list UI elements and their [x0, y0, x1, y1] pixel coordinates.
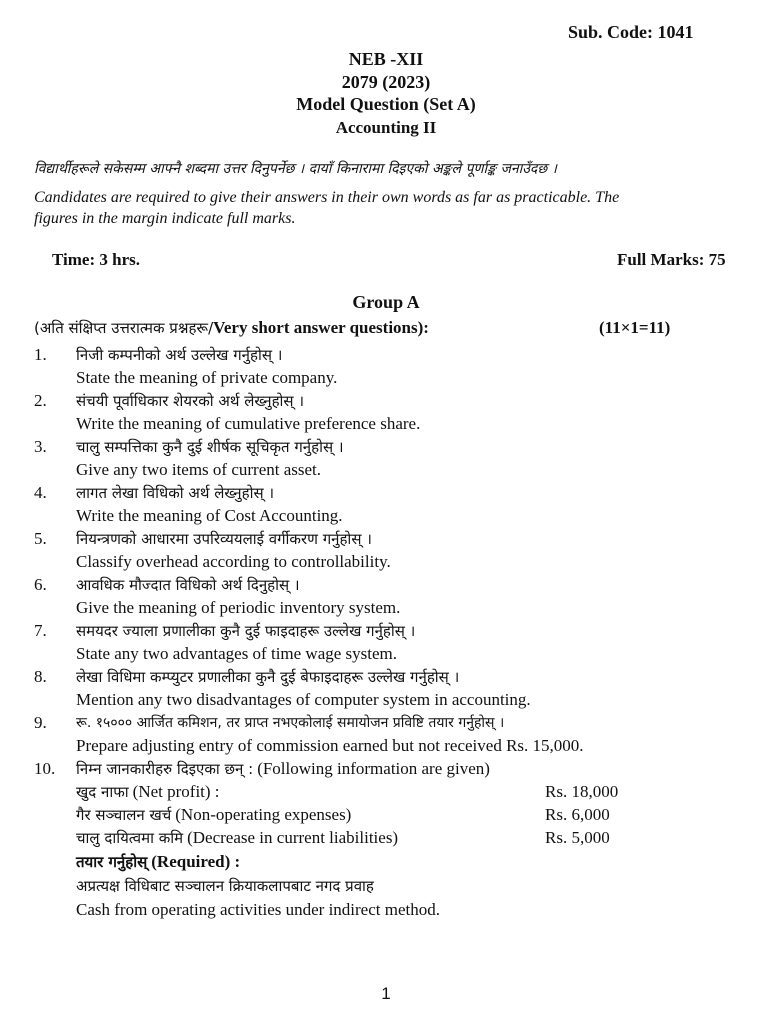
- group-heading-nepali: (अति संक्षिप्त उत्तरात्मक प्रश्नहरू/: [34, 319, 214, 337]
- group-title: Group A: [352, 292, 420, 312]
- question-english: Prepare adjusting entry of commission earned but not received Rs. 15,000.: [76, 736, 584, 755]
- question-number: 1.: [34, 345, 47, 364]
- question-english: Write the meaning of Cost Accounting.: [76, 506, 343, 525]
- instruction-english-2: figures in the margin indicate full marks.: [34, 210, 296, 227]
- question-number: 9.: [34, 713, 47, 732]
- question-number: 6.: [34, 575, 47, 594]
- full-marks: Full Marks: 75: [617, 250, 726, 269]
- q10-item: [76, 782, 220, 802]
- question-nepali: निजी कम्पनीको अर्थ उल्लेख गर्नुहोस् ।: [76, 346, 283, 364]
- q10-item-nepali: खुद नाफा: [76, 783, 129, 801]
- q10-item-nepali: गैर सञ्चालन खर्च: [76, 806, 172, 824]
- question-english: Mention any two disadvantages of computer system in accounting.: [76, 690, 531, 709]
- q10-item-english: (Net profit) :: [132, 782, 220, 801]
- q10-task-english: Cash from operating activities under indirect method.: [76, 900, 440, 919]
- question-english: State any two advantages of time wage system.: [76, 644, 398, 663]
- question-number: 5.: [34, 529, 47, 548]
- group-marks: (11×1=11): [599, 318, 671, 337]
- question-number: 8.: [34, 667, 47, 686]
- instruction-nepali: विद्यार्थीहरूले सकेसम्म आफ्नै शब्दमा उत्तर दिनुपर्नेछ । दायाँ किनारामा दिइएको अङ्कले पूर्णाङ्क जनाउँदछ ।: [34, 161, 557, 177]
- question-nepali: नियन्त्रणको आधारमा उपरिव्ययलाई वर्गीकरण गर्नुहोस् ।: [76, 530, 372, 548]
- question-number: 10.: [34, 759, 56, 778]
- question-number: 3.: [34, 437, 47, 456]
- exam-time: Time: 3 hrs.: [52, 250, 140, 269]
- exam-year: 2079 (2023): [341, 72, 431, 92]
- question-english: Give any two items of current asset.: [76, 460, 322, 479]
- q10-intro-nepali: निम्न जानकारीहरु दिइएका छन् :: [76, 760, 254, 778]
- question-nepali: समयदर ज्याला प्रणालीका कुनै दुई फाइदाहरू उल्लेख गर्नुहोस् ।: [76, 622, 416, 640]
- question-nepali: संचयी पूर्वाधिकार शेयरको अर्थ लेख्नुहोस् ।: [76, 392, 305, 410]
- q10-intro-english: (Following information are given): [257, 759, 490, 778]
- instruction-english-1: Candidates are required to give their answers in their own words as far as practicable. The: [34, 189, 620, 206]
- q10-item-amount: Rs. 6,000: [545, 805, 610, 824]
- board-title: NEB -XII: [348, 49, 424, 69]
- question-nepali: रू. १५००० आर्जित कमिशन, तर प्राप्त नभएकोलाई समायोजन प्रविष्टि तयार गर्नुहोस् ।: [76, 715, 505, 731]
- question-number: 7.: [34, 621, 47, 640]
- question-nepali: लागत लेखा विधिको अर्थ लेख्नुहोस् ।: [76, 484, 275, 502]
- page-number: 1: [381, 984, 391, 1003]
- question-number: 2.: [34, 391, 47, 410]
- group-heading-english: Very short answer questions):: [213, 318, 429, 337]
- question-english: Classify overhead according to controllability.: [76, 552, 391, 571]
- q10-item-amount: Rs. 5,000: [545, 828, 610, 847]
- q10-item-amount: Rs. 18,000: [545, 782, 619, 801]
- subject-code: Sub. Code: 1041: [568, 22, 694, 42]
- question-nepali: आवधिक मौज्दात विधिको अर्थ दिनुहोस् ।: [76, 576, 300, 594]
- group-heading: [34, 318, 429, 338]
- question-set: Model Question (Set A): [296, 94, 476, 114]
- question-nepali: लेखा विधिमा कम्प्युटर प्रणालीका कुनै दुई बेफाइदाहरू उल्लेख गर्नुहोस् ।: [76, 668, 460, 686]
- q10-item: [76, 805, 351, 825]
- question-english: Give the meaning of periodic inventory system.: [76, 598, 401, 617]
- q10-required: [76, 852, 240, 872]
- q10-item-english: (Decrease in current liabilities): [187, 828, 399, 847]
- q10-item: [76, 828, 398, 848]
- q10-required-english: (Required) :: [151, 852, 241, 871]
- question-english: State the meaning of private company.: [76, 368, 338, 387]
- question-english: Write the meaning of cumulative preference share.: [76, 414, 421, 433]
- question-nepali: चालु सम्पत्तिका कुनै दुई शीर्षक सूचिकृत गर्नुहोस् ।: [76, 438, 344, 456]
- q10-required-nepali: तयार गर्नुहोस्: [76, 853, 148, 871]
- q10-task-nepali: अप्रत्यक्ष विधिबाट सञ्चालन क्रियाकलापबाट नगद प्रवाह: [76, 877, 374, 895]
- subject-title: Accounting II: [335, 118, 437, 137]
- q10-item-nepali: चालु दायित्वमा कमि: [76, 829, 184, 847]
- q10-item-english: (Non-operating expenses): [175, 805, 352, 824]
- q10-intro: [76, 759, 490, 779]
- question-number: 4.: [34, 483, 47, 502]
